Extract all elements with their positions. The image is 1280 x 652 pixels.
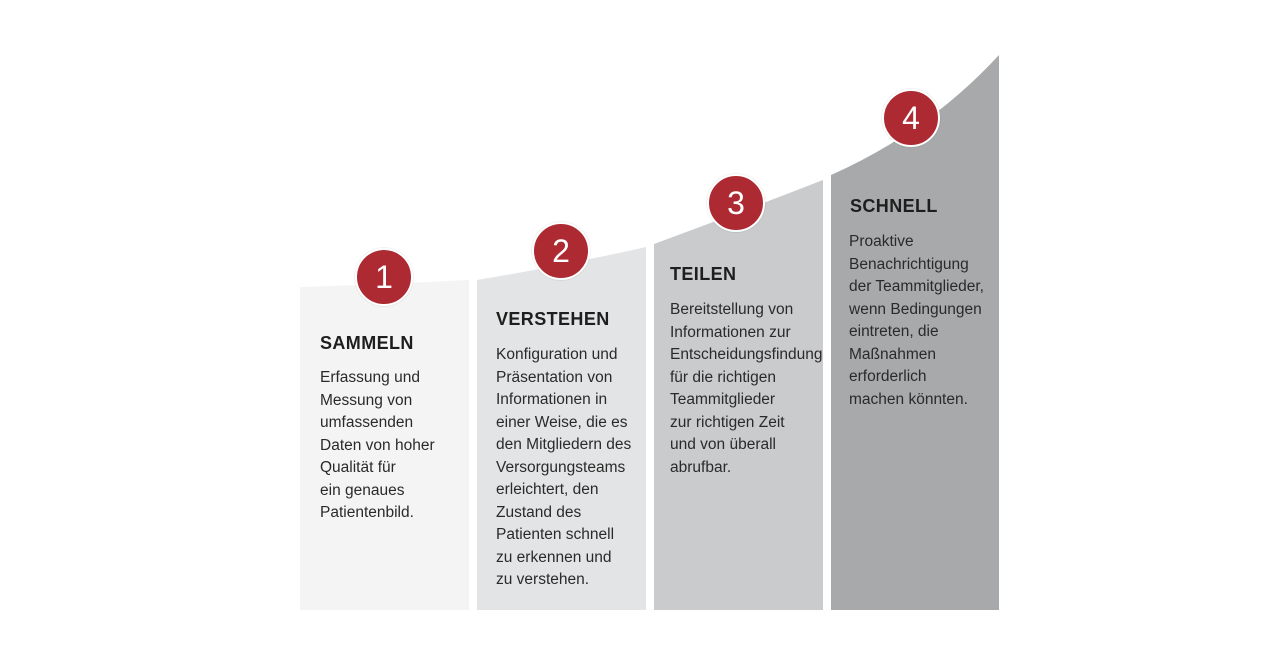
step-3-description: Bereitstellung von Informationen zur Entscheidungsfindung für die richtigen Teammitglieder zur richtigen Zeit und von überall abrufbar. [670,301,823,476]
step-2-description: Konfiguration und Präsentation von Informationen in einer Weise, die es den Mitgliedern des Versorgungsteams erleichtert, den Zustand des Patienten schnell zu erkennen und zu verstehen. [496,346,632,588]
step-1-title: SAMMELN [320,333,414,353]
step-4-description: Proaktive Benachrichtigung der Teammitglieder, wenn Bedingungen eintreten, die Maßnahmen erforderlich machen könnten. [849,233,984,408]
step-4-title: SCHNELL [850,196,938,216]
step-1-description: Erfassung und Messung von umfassenden Daten von hoher Qualität für ein genaues Patientenbild. [320,369,435,521]
step-2-title: VERSTEHEN [496,309,610,329]
step-2-number-badge: 2 [532,222,590,280]
step-3-number-badge: 3 [707,174,765,232]
step-3-title: TEILEN [670,264,737,284]
step-4-number-badge: 4 [882,89,940,147]
step-1-number-badge: 1 [355,248,413,306]
